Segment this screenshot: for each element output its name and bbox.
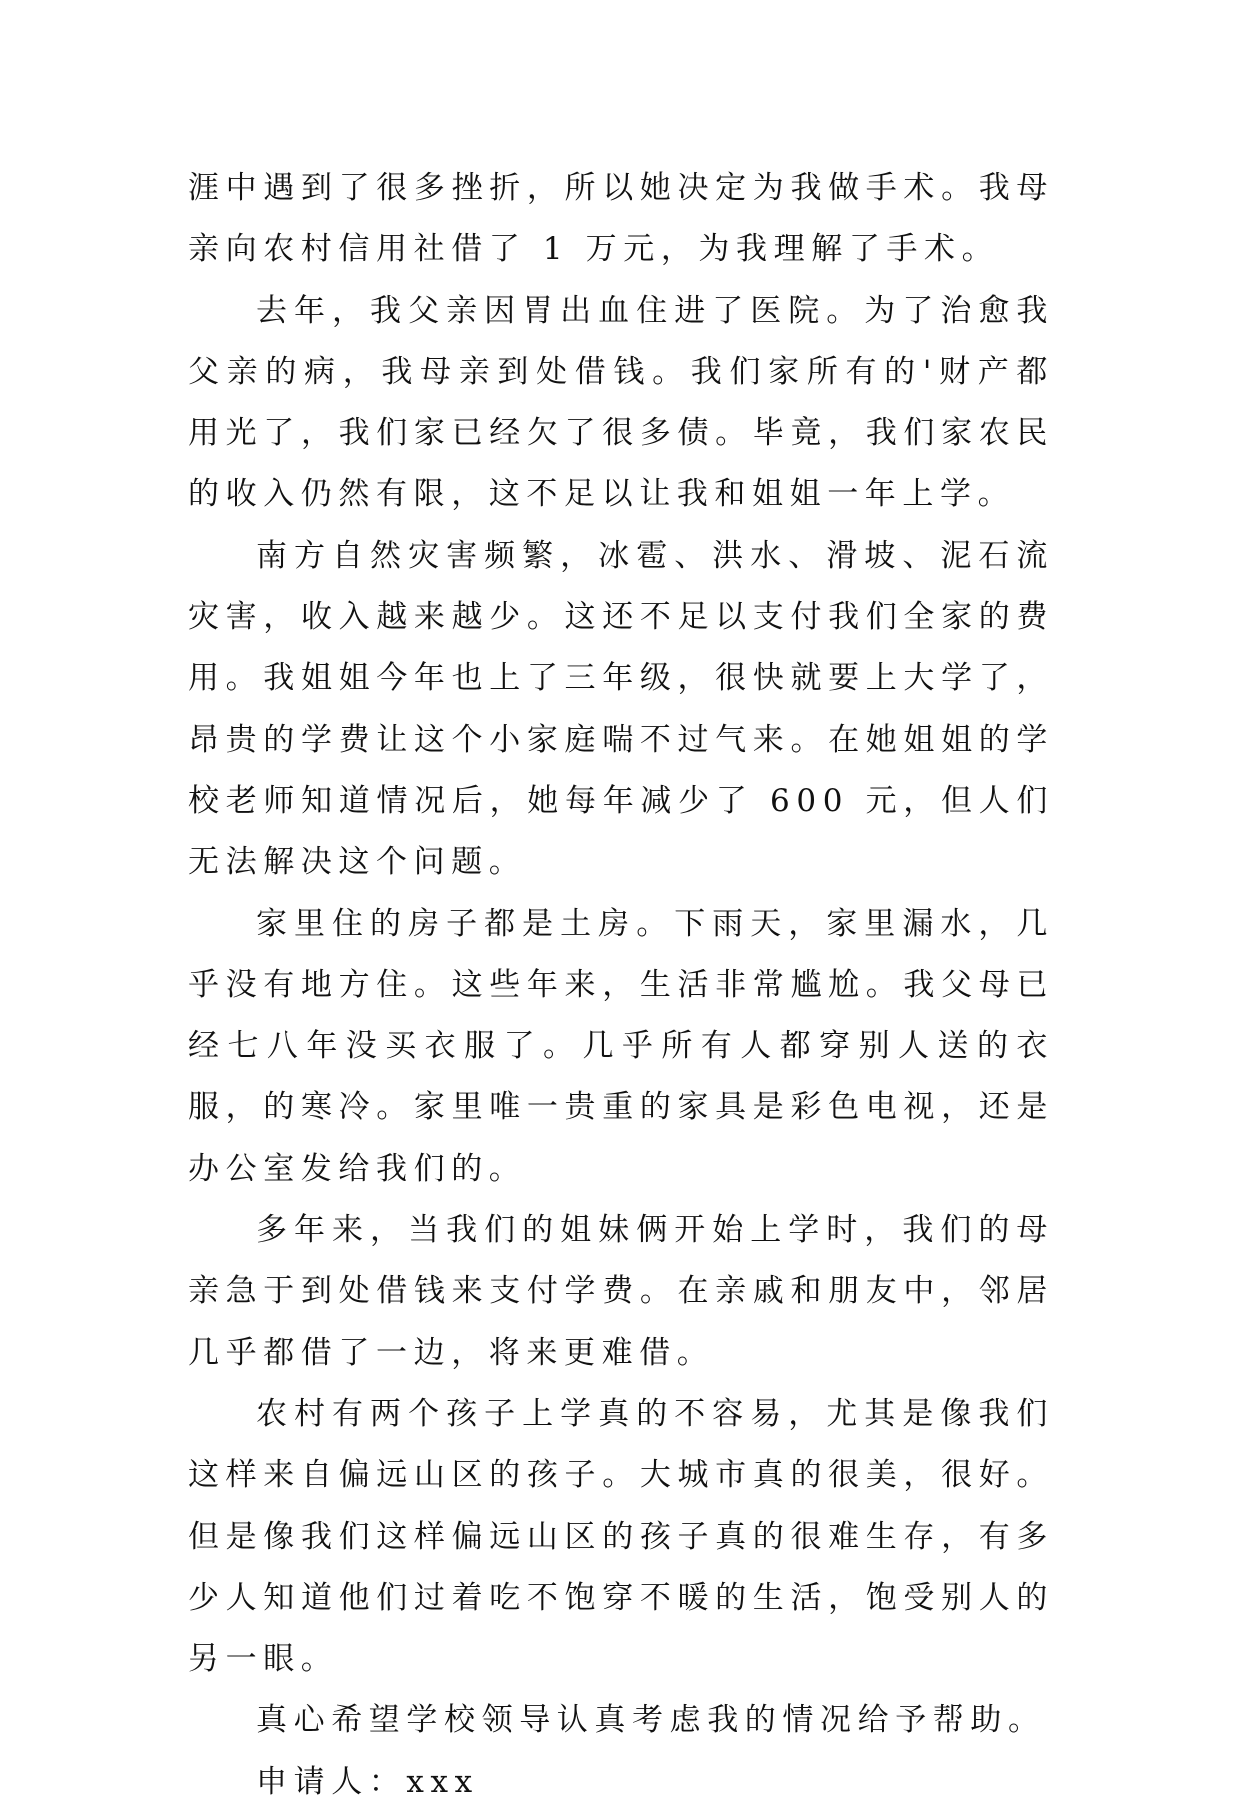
applicant-signature: 申请人：xxx	[256, 1763, 479, 1800]
paragraph-rural-children: 农村有两个孩子上学真的不容易，尤其是像我们这样来自偏远山区的孩子。大城市真的很美，很好。但是像我们这样偏远山区的孩子真的很难生存，有多少人知道他们过着吃不饱穿不暖的生活，饱受别人的另一眼。	[188, 1395, 1054, 1678]
paragraph-borrowing: 多年来，当我们的姐妹俩开始上学时，我们的母亲急于到处借钱来支付学费。在亲戚和朋友中，邻居几乎都借了一边，将来更难借。	[188, 1212, 1054, 1371]
paragraph-request: 真心希望学校领导认真考虑我的情况给予帮助。	[256, 1702, 1046, 1739]
paragraph-surgery-continued: 涯中遇到了很多挫折，所以她决定为我做手术。我母亲向农村信用社借了 1 万元，为我理解了手术。	[188, 170, 1054, 268]
document-body	[188, 158, 1054, 1813]
paragraph-housing: 家里住的房子都是土房。下雨天，家里漏水，几乎没有地方住。这些年来，生活非常尴尬。我父母已经七八年没买衣服了。几乎所有人都穿别人送的衣服，的寒冷。家里唯一贵重的家具是彩色电视，还是办公室发给我们的。	[188, 905, 1054, 1187]
paragraph-father-illness: 去年，我父亲因胃出血住进了医院。为了治愈我父亲的病，我母亲到处借钱。我们家所有的'财产都用光了，我们家已经欠了很多债。毕竟，我们家农民的收入仍然有限，这不足以让我和姐姐一年上学。	[188, 292, 1054, 513]
paragraph-natural-disasters: 南方自然灾害频繁，冰雹、洪水、滑坡、泥石流灾害，收入越来越少。这还不足以支付我们全家的费用。我姐姐今年也上了三年级，很快就要上大学了，昂贵的学费让这个小家庭喘不过气来。在她姐姐的学校老师知道情况后，她每年减少了 600 元，但人们无法解决这个问题。	[188, 537, 1054, 881]
